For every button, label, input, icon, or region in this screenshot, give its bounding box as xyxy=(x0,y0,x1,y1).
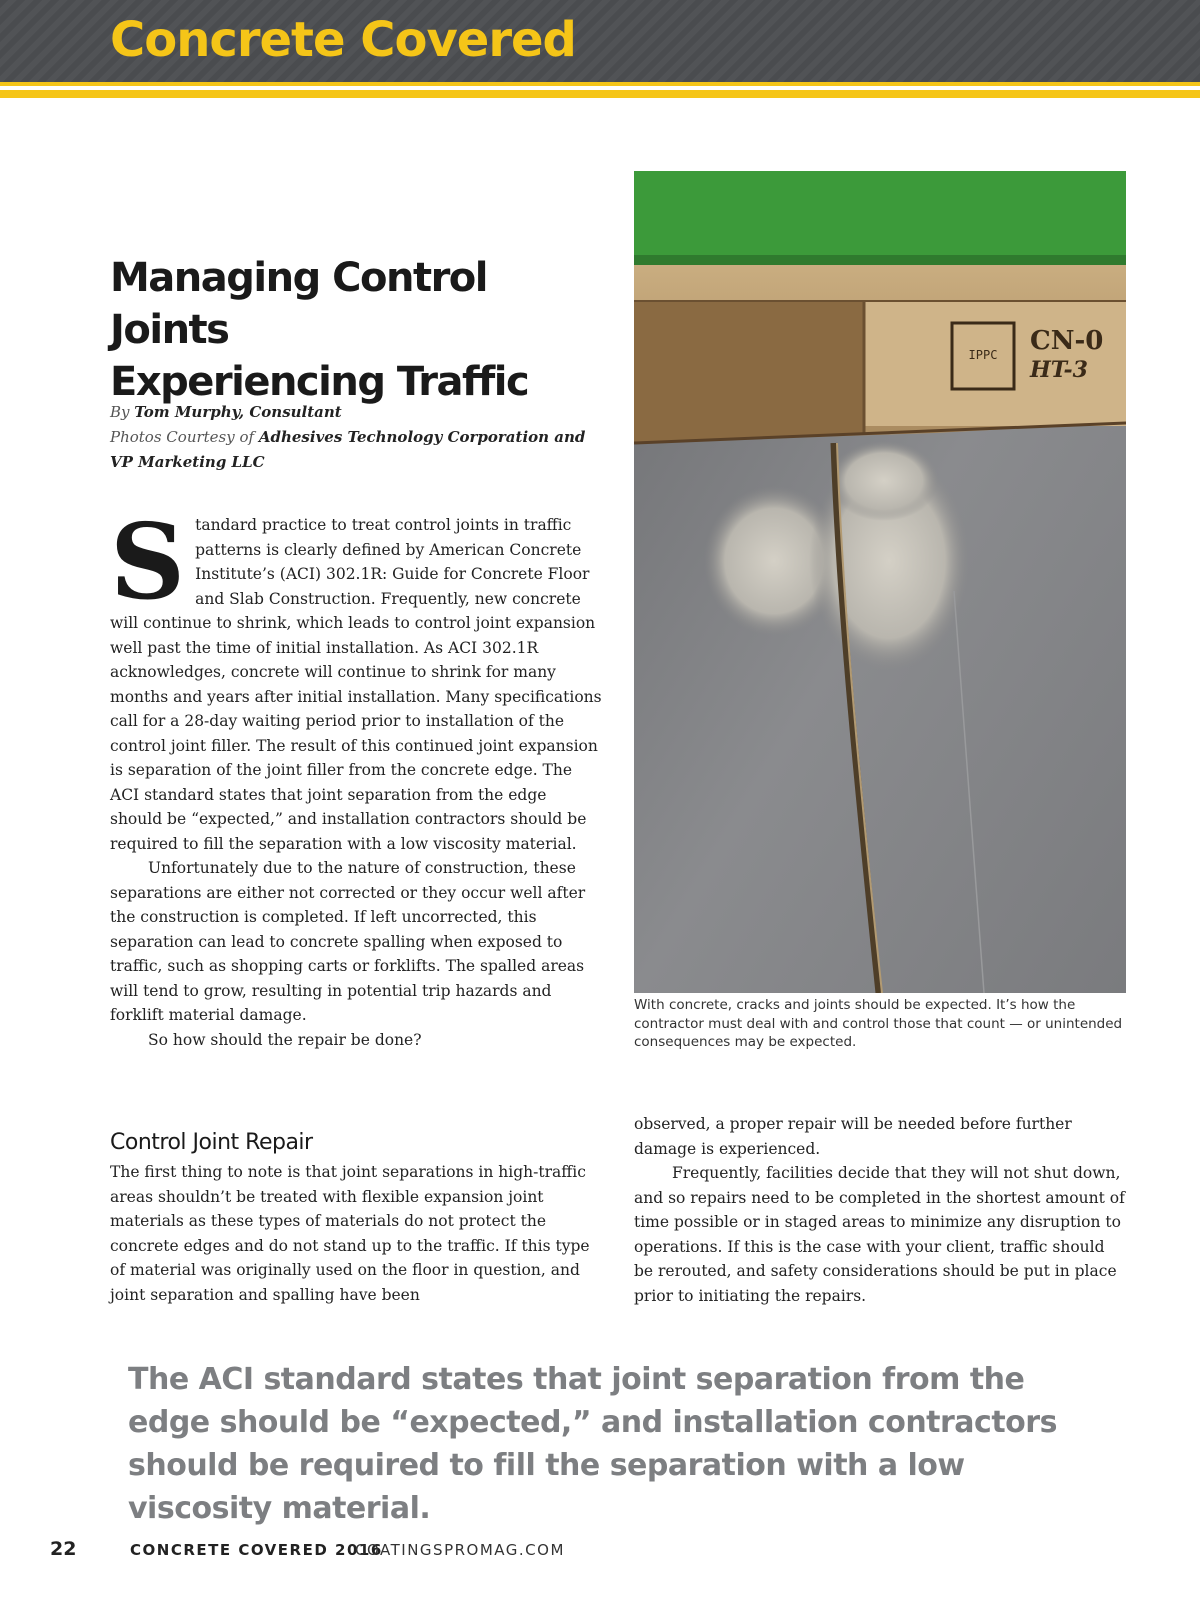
article-headline xyxy=(110,252,610,408)
article-body-repair-right xyxy=(634,1112,1126,1308)
byline xyxy=(110,400,610,475)
page-number: 22 xyxy=(50,1538,77,1560)
body-paragraph: Unfortunately due to the nature of construction, these separations are either not corrected or they occur well after the construction is completed. If left uncorrected, this separation can lead to concrete spalling when exposed to traffic, such as shopping carts or forklifts. The spalled areas will tend to grow, resulting in potential trip hazards and forklift material damage. xyxy=(110,859,586,1024)
headline-line-2: Experiencing Traffic xyxy=(110,359,529,405)
article-photo xyxy=(634,171,1126,993)
article-body-intro xyxy=(110,500,602,1052)
intro-paragraph-text: tandard practice to treat control joints in traffic patterns is clearly defined by American Concrete Institute’s (ACI) 302.1R: Guide for Concrete Floor and Slab Construction. Frequently, new concrete will continue to shrink, which leads to control joint expansion well past the time of initial installation. As ACI 302.1R acknowledges, concrete will continue to shrink for many months and years after initial installation. Many specifications call for a 28-day waiting period prior to installation of the control joint filler. The result of this continued joint expansion is separation of the joint filler from the concrete edge. The ACI standard states that joint separation from the edge should be “expected,” and installation contractors should be required to fill the separation with a low viscosity material. xyxy=(110,516,602,853)
stamp-line-2: HT-3 xyxy=(1030,357,1088,383)
pull-quote: The ACI standard states that joint separation from the edge should be “expected,” and installation contractors should be required to fill the separation with a low viscosity material. xyxy=(128,1362,1057,1526)
footer-website: COATINGSPROMAG.COM xyxy=(355,1541,565,1559)
masthead xyxy=(0,0,1200,82)
page-footer xyxy=(50,1538,1150,1568)
headline-line-1: Managing Control Joints xyxy=(110,255,487,353)
photos-credit: Adhesives Technology Corporation and VP Marketing LLC xyxy=(110,428,586,471)
intro-paragraph xyxy=(110,500,602,856)
footer-publication: CONCRETE COVERED 2016 xyxy=(130,1541,383,1559)
stamp-line-1: CN-0 xyxy=(1030,326,1104,356)
section-subhead: Control Joint Repair xyxy=(110,1130,313,1155)
body-paragraph: Frequently, facilities decide that they will not shut down, and so repairs need to be completed in the shortest amount of time possible or in staged areas to minimize any disruption to operations. If this is the case with your client, traffic should be rerouted, and safety considerations should be put in place prior to initiating the repairs. xyxy=(634,1164,1125,1305)
author-line xyxy=(110,400,610,425)
concrete-joint-photo xyxy=(634,171,1126,993)
author-name: Tom Murphy, Consultant xyxy=(134,403,342,421)
body-paragraph: So how should the repair be done? xyxy=(148,1030,422,1049)
masthead-rule-thick xyxy=(0,90,1200,98)
drop-cap: S xyxy=(110,500,186,623)
by-label: By xyxy=(110,403,130,421)
photo-caption: With concrete, cracks and joints should be expected. It’s how the contractor must deal with and control those that count — or unintended consequences may be expected. xyxy=(634,997,1123,1050)
ippc-mark: IPPC xyxy=(968,348,998,362)
photos-label: Photos Courtesy of xyxy=(110,428,255,446)
masthead-title: Concrete Covered xyxy=(110,12,576,68)
article-body-repair-left xyxy=(110,1160,602,1307)
photo-credit-line xyxy=(110,425,610,475)
body-paragraph: observed, a proper repair will be needed before further damage is experienced. xyxy=(634,1115,1072,1158)
body-paragraph: The first thing to note is that joint separations in high-traffic areas shouldn’t be treated with flexible expansion joint materials as these types of materials do not protect the concrete edges and do not stand up to the traffic. If this type of material was originally used on the floor in question, and joint separation and spalling have been xyxy=(110,1163,590,1304)
